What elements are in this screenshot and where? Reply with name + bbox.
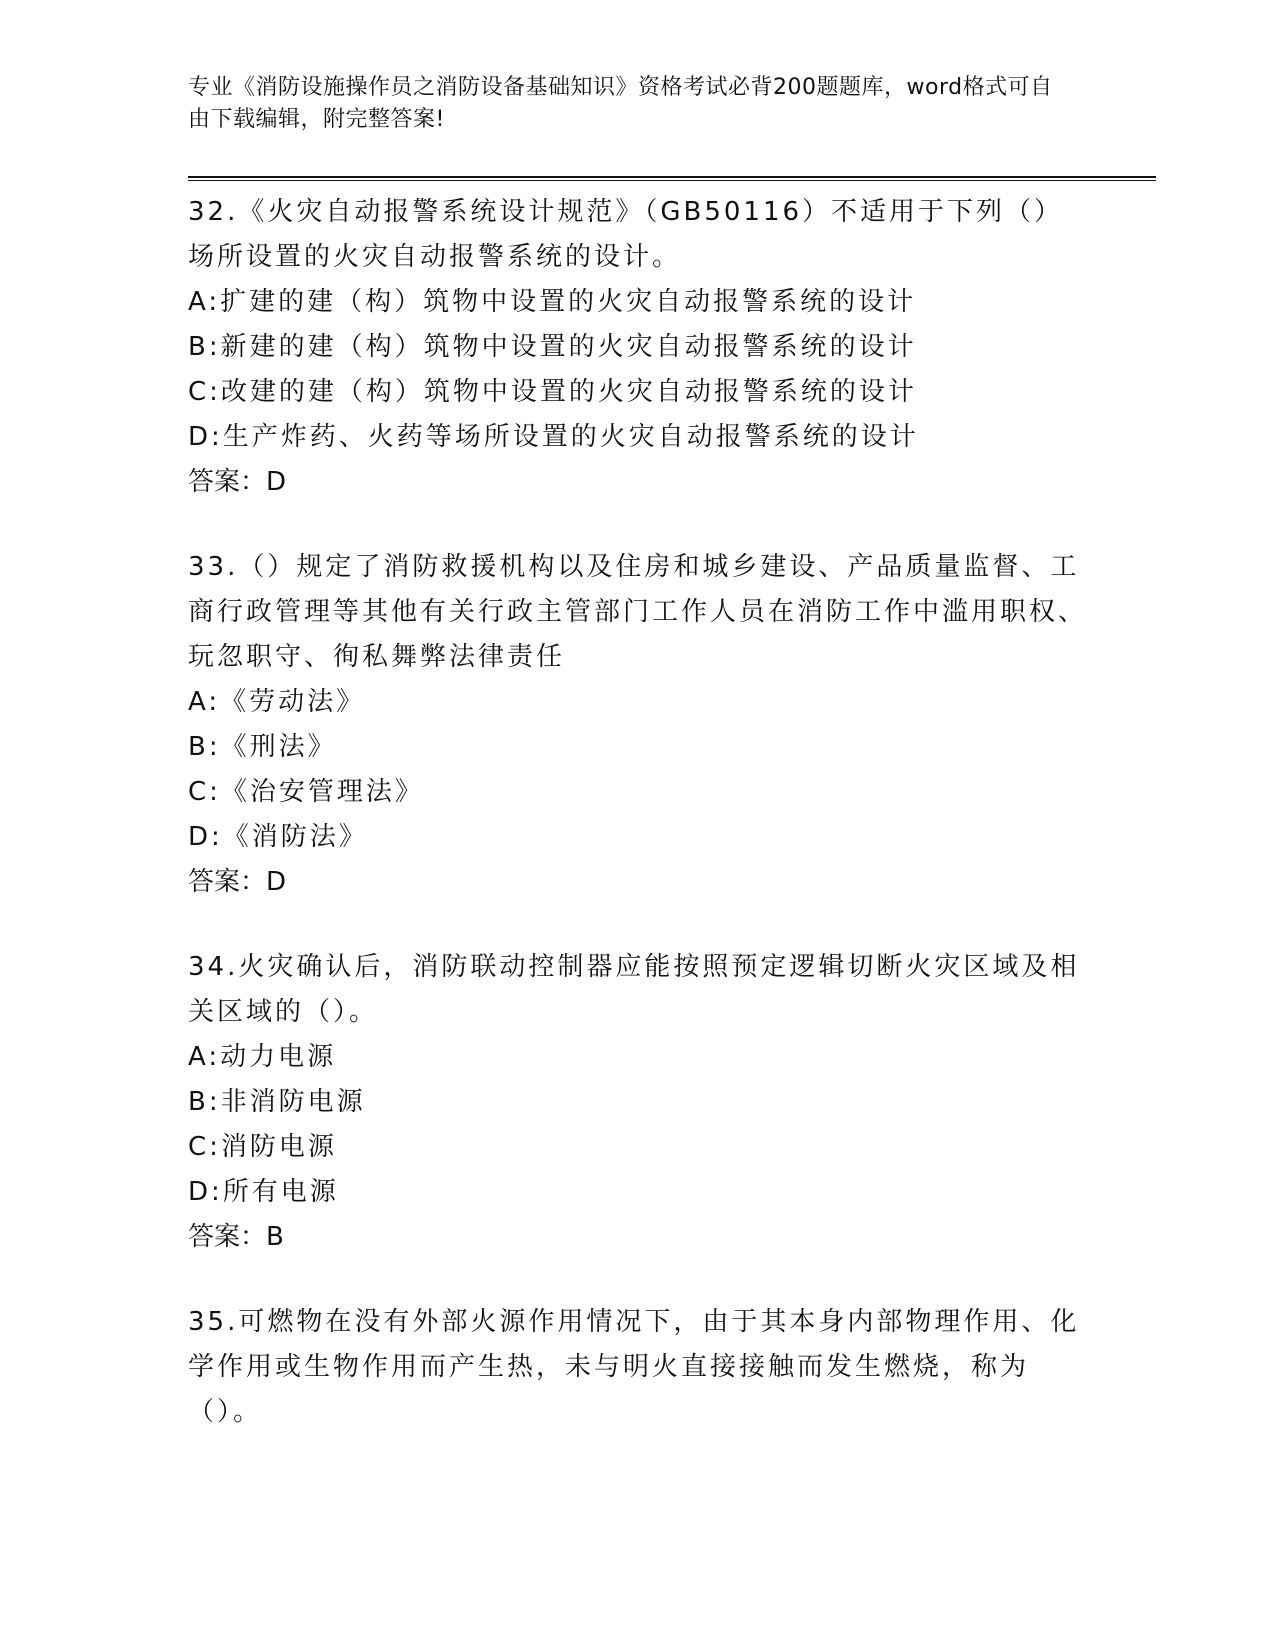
document-header: 专业《消防设施操作员之消防设备基础知识》资格考试必背200题题库，word格式可自由下载编辑，附完整答案! xyxy=(188,75,1053,132)
question-stem: 32.《火灾自动报警系统设计规范》（GB50116）不适用于下列（）场所设置的火灾自动报警系统的设计。 xyxy=(188,197,1064,272)
question-stem: 33.（）规定了消防救援机构以及住房和城乡建设、产品质量监督、工商行政管理等其他有关行政主管部门工作人员在消防工作中滥用职权、玩忽职守、徇私舞弊法律责任 xyxy=(188,552,1088,672)
question-32 xyxy=(188,190,1088,505)
question-stem: 34.火灾确认后，消防联动控制器应能按照预定逻辑切断火灾区域及相关区域的（）。 xyxy=(188,952,1080,1027)
option-c: C:《治安管理法》 xyxy=(188,777,424,807)
option-b: B:《刑法》 xyxy=(188,732,337,762)
option-d: D:《消防法》 xyxy=(188,822,368,852)
question-34 xyxy=(188,945,1088,1260)
option-b: B:非消防电源 xyxy=(188,1087,366,1117)
question-33 xyxy=(188,545,1088,905)
option-a: A:《劳动法》 xyxy=(188,687,366,717)
question-35 xyxy=(188,1300,1088,1435)
option-d: D:生产炸药、火药等场所设置的火灾自动报警系统的设计 xyxy=(188,422,919,452)
option-c: C:消防电源 xyxy=(188,1132,337,1162)
answer: 答案：D xyxy=(188,867,287,897)
option-c: C:改建的建（构）筑物中设置的火灾自动报警系统的设计 xyxy=(188,377,917,407)
option-d: D:所有电源 xyxy=(188,1177,339,1207)
option-a: A:动力电源 xyxy=(188,1042,337,1072)
question-list xyxy=(188,190,1088,1475)
option-a: A:扩建的建（构）筑物中设置的火灾自动报警系统的设计 xyxy=(188,287,917,317)
answer: 答案：D xyxy=(188,467,287,497)
header-divider xyxy=(188,176,1156,181)
answer: 答案：B xyxy=(188,1222,284,1252)
question-stem: 35.可燃物在没有外部火源作用情况下，由于其本身内部物理作用、化学作用或生物作用而产生热，未与明火直接接触而发生燃烧，称为（）。 xyxy=(188,1307,1080,1427)
option-b: B:新建的建（构）筑物中设置的火灾自动报警系统的设计 xyxy=(188,332,917,362)
